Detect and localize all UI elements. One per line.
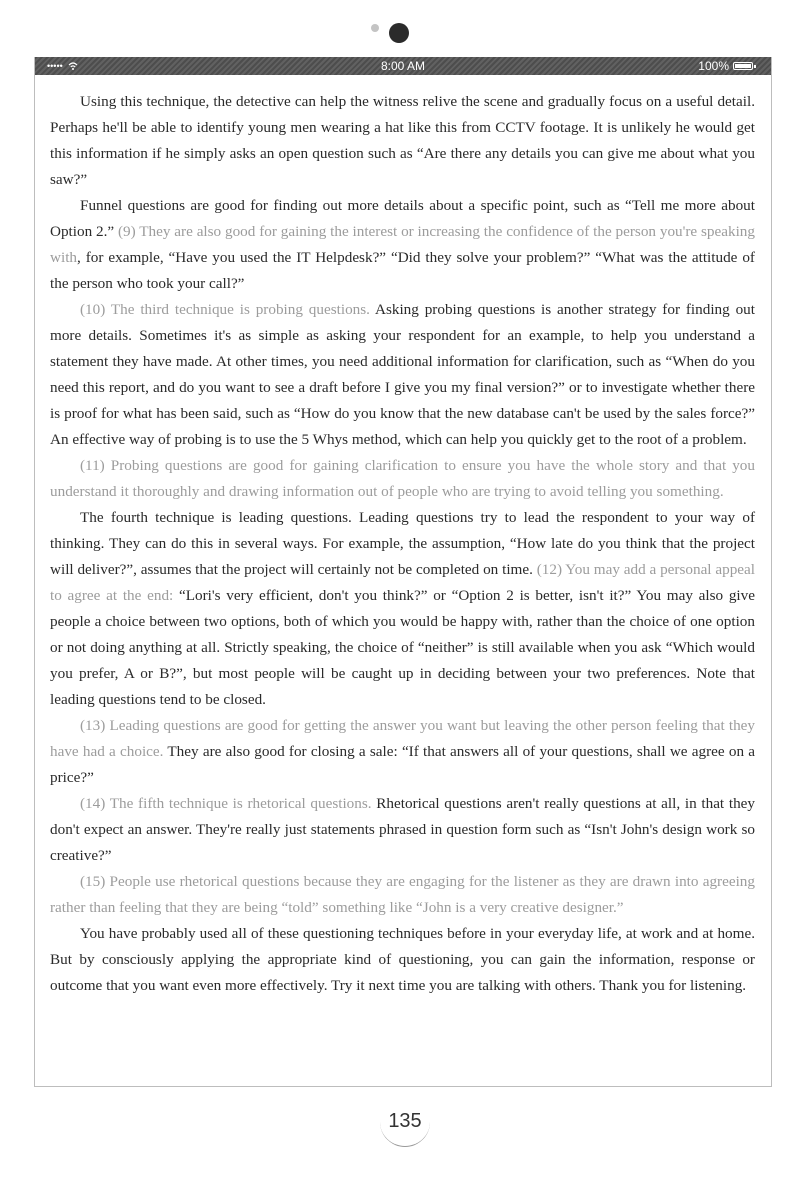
status-right xyxy=(698,57,753,75)
status-bar xyxy=(35,57,771,75)
paragraph xyxy=(50,193,755,297)
front-camera-dot xyxy=(371,24,379,32)
answer-sentence: (13) Leading questions are good for getting the answer you want but leaving the other person feeling that they have had a choice. xyxy=(50,717,755,760)
answer-sentence: (15) People use rhetorical questions because they are engaging for the listener as they are drawn into agreeing rather than feeling that they are being “told” something like “John is a very creative designer.” xyxy=(50,873,755,916)
body-text: , for example, “Have you used the IT Helpdesk?” “Did they solve your problem?” “What was the attitude of the person who took your call?” xyxy=(50,249,755,292)
answer-sentence: (14) The fifth technique is rhetorical questions. xyxy=(80,795,372,812)
body-text: The fourth technique is leading questions. Leading questions try to lead the respondent to your way of thinking. They can do this in several ways. For example, the assumption, “How late do you think that the project will deliver?”, assumes that the project will certainly not be completed on time. xyxy=(50,509,755,578)
camera-lens-icon xyxy=(389,23,409,43)
signal-strength-icon: ••••• xyxy=(47,61,63,71)
paragraph xyxy=(50,505,755,713)
body-text: “Lori's very efficient, don't you think?” or “Option 2 is better, isn't it?” You may also give people a choice between two options, both of which you would be happy with, rather than the choice of one option or not doing anything at all. Strictly speaking, the choice of “neither” is still available when you ask “Which would you prefer, A or B?”, but most people will be caught up in deciding between your two preferences. Note that leading questions tend to be closed. xyxy=(50,587,755,708)
body-text: Using this technique, the detective can help the witness relive the scene and gradually focus on a useful detail. Perhaps he'll be able to identify young men wearing a hat like this from CCTV footage. It is unlikely he would get this information if he simply asks an open question such as “Are there any details you can give me about what you saw?” xyxy=(50,93,755,188)
document-body xyxy=(35,75,771,999)
answer-sentence: (11) Probing questions are good for gaining clarification to ensure you have the whole story and that you understand it thoroughly and drawing information out of people who are trying to avoid telling you something. xyxy=(50,457,755,500)
paragraph xyxy=(50,297,755,453)
body-text: They are also good for closing a sale: “If that answers all of your questions, shall we agree on a price?” xyxy=(50,743,756,786)
paragraph xyxy=(50,869,755,921)
battery-percent: 100% xyxy=(698,59,729,73)
paragraph xyxy=(50,713,755,791)
answer-sentence: (9) They are also good for gaining the interest or increasing the confidence of the person you're speaking with xyxy=(50,223,755,266)
answer-sentence: (12) You may add a personal appeal to agree at the end: xyxy=(50,561,755,604)
answer-sentence: (10) The third technique is probing questions. xyxy=(80,301,370,318)
battery-icon xyxy=(733,62,753,70)
paragraph xyxy=(50,453,755,505)
tablet-frame xyxy=(34,57,772,1087)
status-time: 8:00 AM xyxy=(380,59,426,73)
page-number: 135 xyxy=(380,1097,430,1147)
paragraph xyxy=(50,921,755,999)
body-text: Funnel questions are good for finding out more details about a specific point, such as “Tell me more about Option 2.” xyxy=(50,197,755,240)
paragraph xyxy=(50,89,755,193)
paragraph xyxy=(50,791,755,869)
body-text: Rhetorical questions aren't really questions at all, in that they don't expect an answer. They're really just statements phrased in question form such as “Isn't John's design work so creative?” xyxy=(50,795,756,864)
body-text: You have probably used all of these questioning techniques before in your everyday life, at work and at home. But by consciously applying the appropriate kind of questioning, you can gain the information, response or outcome that you want even more effectively. Try it next time you are talking with others. Thank you for listening. xyxy=(50,925,755,994)
body-text: Asking probing questions is another strategy for finding out more details. Sometimes it's as simple as asking your respondent for an example, to help you understand a statement they have made. At other times, you need additional information for clarification, such as “When do you need this report, and do you want to see a draft before I give you my final version?” or to investigate whether there is proof for what has been said, such as “How do you know that the new database can't be used by the sales force?” An effective way of probing is to use the 5 Whys method, which can help you quickly get to the root of a problem. xyxy=(50,301,755,448)
